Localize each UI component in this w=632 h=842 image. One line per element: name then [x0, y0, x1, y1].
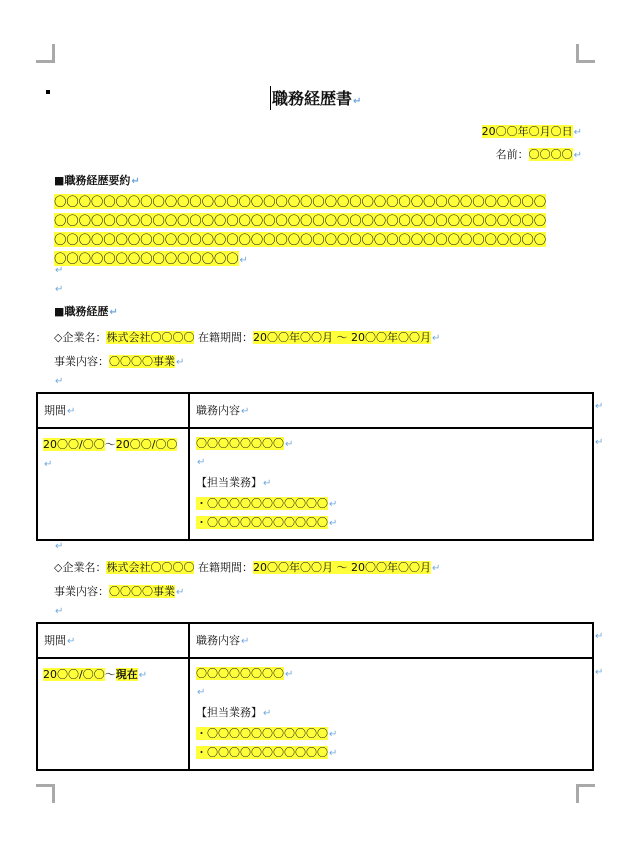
duty-heading: 【担当業務】: [196, 476, 262, 489]
business-label: 事業内容：: [54, 355, 109, 368]
period-cell[interactable]: [37, 658, 189, 770]
duty-summary: 〇〇〇〇〇〇〇〇: [196, 667, 284, 680]
company-line: [54, 559, 440, 577]
summary-text: 〇〇〇〇〇〇〇〇〇〇〇〇〇〇〇: [54, 251, 239, 266]
summary-text: 〇〇〇〇〇〇〇〇〇〇〇〇〇〇〇〇〇〇〇〇〇〇〇〇〇〇〇〇〇〇〇〇〇〇〇〇〇〇〇〇: [54, 232, 547, 247]
row-end-mark: ↵: [595, 437, 604, 448]
period-cell[interactable]: [37, 428, 189, 540]
header-cell-period[interactable]: [37, 623, 189, 658]
summary-text: 〇〇〇〇〇〇〇〇〇〇〇〇〇〇〇〇〇〇〇〇〇〇〇〇〇〇〇〇〇〇〇〇〇〇〇〇〇〇〇〇: [54, 194, 547, 209]
paragraph-mark: ↵: [67, 406, 76, 417]
period-label: 在籍期間：: [194, 561, 253, 574]
business-value: 〇〇〇〇事業: [109, 355, 175, 368]
summary-text: 〇〇〇〇〇〇〇〇〇〇〇〇〇〇〇〇〇〇〇〇〇〇〇〇〇〇〇〇〇〇〇〇〇〇〇〇〇〇〇〇: [54, 213, 547, 228]
text-caret: [270, 86, 271, 110]
paragraph-mark: ↵: [138, 670, 148, 681]
duty-item: ・〇〇〇〇〇〇〇〇〇〇〇: [196, 727, 328, 740]
period-start: 20〇〇/〇〇: [43, 438, 105, 451]
row-end-mark: ↵: [595, 667, 604, 678]
summary-line: [54, 192, 570, 211]
col-period-label: 期間: [44, 404, 66, 417]
paragraph-mark: ↵: [239, 255, 248, 266]
empty-paragraph: ↵: [197, 687, 206, 698]
header-cell-duties[interactable]: [189, 393, 593, 428]
duty-item: ・〇〇〇〇〇〇〇〇〇〇〇: [196, 497, 328, 510]
page-title: 職務経歴書: [272, 89, 353, 108]
name-label: 名前：: [495, 148, 529, 161]
paragraph-mark: ↵: [353, 96, 362, 107]
summary-line: [54, 211, 570, 230]
period-start: 20〇〇/〇〇: [43, 668, 105, 681]
summary-body: [54, 192, 570, 270]
table-row: [37, 658, 593, 770]
col-period-label: 期間: [44, 634, 66, 647]
date-line: [482, 123, 582, 141]
anchor-marker: [46, 90, 50, 94]
empty-paragraph: ↵: [55, 541, 64, 552]
name-value: 〇〇〇〇: [528, 148, 573, 161]
duty-heading: 【担当業務】: [196, 706, 262, 719]
empty-paragraph: ↵: [55, 606, 64, 617]
business-label: 事業内容：: [54, 585, 109, 598]
paragraph-mark: ↵: [176, 357, 185, 368]
crop-mark-top-right: [576, 44, 595, 63]
name-line: [496, 146, 582, 164]
empty-paragraph: ↵: [55, 376, 64, 387]
career-table: [36, 622, 594, 771]
header-cell-duties[interactable]: [189, 623, 593, 658]
paragraph-mark: ↵: [176, 587, 185, 598]
summary-line: [54, 249, 570, 270]
crop-mark-top-left: [36, 44, 55, 63]
paragraph-mark: ↵: [109, 307, 118, 318]
period-separator: ～: [104, 438, 116, 451]
row-end-mark: ↵: [595, 401, 604, 412]
header-cell-period[interactable]: [37, 393, 189, 428]
period-value: 20〇〇年〇〇月 〜 20〇〇年〇〇月: [252, 331, 431, 344]
career-table: [36, 392, 594, 541]
business-line: [54, 583, 184, 601]
history-heading-line: [54, 303, 118, 321]
paragraph-mark: ↵: [67, 636, 76, 647]
business-value: 〇〇〇〇事業: [109, 585, 175, 598]
paragraph-mark: ↵: [263, 478, 272, 489]
paragraph-mark: ↵: [241, 406, 250, 417]
empty-paragraph: ↵: [55, 265, 64, 276]
history-heading: ■職務経歴: [54, 305, 109, 318]
paragraph-mark: ↵: [285, 669, 294, 680]
col-duties-label: 職務内容: [196, 404, 240, 417]
period-value: 20〇〇年〇〇月 〜 20〇〇年〇〇月: [252, 561, 431, 574]
business-line: [54, 353, 184, 371]
period-end: 現在: [115, 668, 138, 681]
table-row: [37, 428, 593, 540]
summary-heading-line: [54, 172, 140, 190]
table-header-row: [37, 393, 593, 428]
paragraph-mark: ↵: [573, 150, 582, 161]
duty-summary: 〇〇〇〇〇〇〇〇: [196, 437, 284, 450]
period-label: 在籍期間：: [194, 331, 253, 344]
empty-paragraph: ↵: [197, 457, 206, 468]
row-end-mark: ↵: [595, 631, 604, 642]
crop-mark-bottom-right: [576, 784, 595, 803]
duties-cell[interactable]: [189, 658, 593, 770]
company-label: ◇企業名：: [54, 331, 107, 344]
paragraph-mark: ↵: [131, 176, 140, 187]
company-value: 株式会社〇〇〇〇: [106, 331, 195, 344]
company-line: [54, 329, 440, 347]
duty-item: ・〇〇〇〇〇〇〇〇〇〇〇: [196, 746, 328, 759]
empty-paragraph: ↵: [55, 284, 64, 295]
title-line[interactable]: [270, 86, 361, 113]
period-end: 20〇〇/〇〇: [115, 438, 178, 451]
duty-item: ・〇〇〇〇〇〇〇〇〇〇〇: [196, 516, 328, 529]
paragraph-mark: ↵: [329, 499, 338, 510]
paragraph-mark: ↵: [431, 333, 441, 344]
paragraph-mark: ↵: [573, 127, 582, 138]
paragraph-mark: ↵: [329, 748, 338, 759]
paragraph-mark: ↵: [431, 563, 441, 574]
col-duties-label: 職務内容: [196, 634, 240, 647]
paragraph-mark: ↵: [285, 439, 294, 450]
paragraph-mark: ↵: [44, 459, 53, 470]
date-value: 20〇〇年〇月〇日: [481, 125, 573, 138]
period-separator: ～: [104, 668, 116, 681]
company-label: ◇企業名：: [54, 561, 107, 574]
duties-cell[interactable]: [189, 428, 593, 540]
paragraph-mark: ↵: [329, 729, 338, 740]
company-value: 株式会社〇〇〇〇: [106, 561, 195, 574]
paragraph-mark: ↵: [241, 636, 250, 647]
summary-heading: ■職務経歴要約: [54, 174, 131, 187]
paragraph-mark: ↵: [329, 518, 338, 529]
paragraph-mark: ↵: [263, 708, 272, 719]
table-header-row: [37, 623, 593, 658]
crop-mark-bottom-left: [36, 784, 55, 803]
summary-line: [54, 230, 570, 249]
